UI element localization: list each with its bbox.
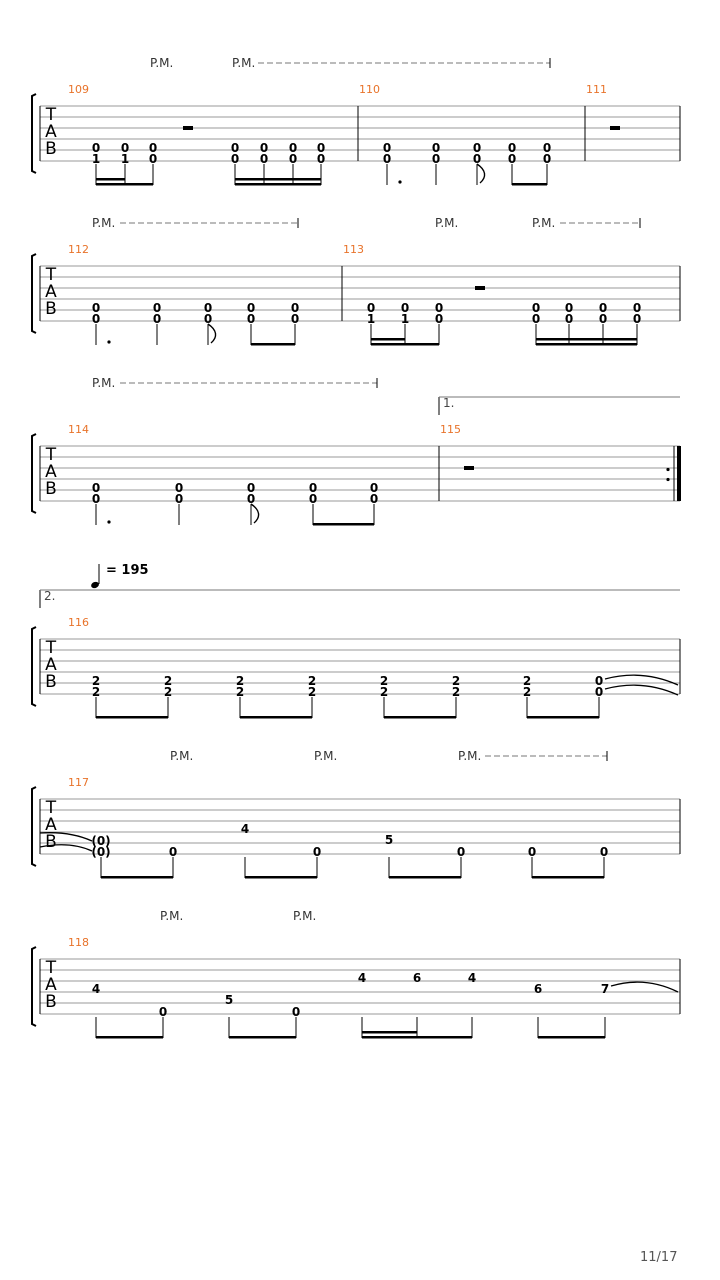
beam [235,183,321,186]
palm-mute-label: P.M. [170,749,194,763]
system-bracket [32,947,36,1026]
fret-number: 0 [369,481,379,495]
measure-number: 115 [440,423,461,436]
fret-number: 0 [152,301,162,315]
fret-number: 2 [91,685,101,699]
beam [362,1036,472,1039]
measure-number: 116 [68,616,89,629]
tab-clef-letter: T [45,105,57,125]
fret-number: 0 [472,152,482,166]
fret-number: 0 [431,141,441,155]
fret-number: 0 [434,312,444,326]
fret-number: 0 [366,301,376,315]
fret-number: 6 [533,982,543,996]
tab-clef-letter: T [45,798,57,818]
beam [96,183,153,186]
fret-number: 2 [379,674,389,688]
final-barline-thick [677,446,681,501]
fret-number: 0 [230,141,240,155]
fret-number: 0 [632,312,642,326]
beam [371,343,439,346]
fret-number: 0 [599,845,609,859]
fret-number: 0 [174,492,184,506]
fret-number: 1 [400,312,410,326]
fret-number: 0 [246,492,256,506]
fret-number: 0 [152,312,162,326]
fret-number: 0 [542,152,552,166]
fret-number: 4 [357,971,367,985]
fret-number: 0 [564,312,574,326]
system-bracket [32,434,36,513]
fret-number: 0 [148,141,158,155]
fret-number: 0 [531,312,541,326]
fret-number: 7 [600,982,610,996]
palm-mute-label: P.M. [458,749,482,763]
tab-clef-letter: A [45,815,57,835]
palm-mute-label: P.M. [92,216,116,230]
tab-clef-letter: B [45,299,57,319]
beam [536,343,637,346]
fret-number: 0 [369,492,379,506]
palm-mute-label: P.M. [92,376,116,390]
rest [464,466,474,470]
fret-number: 2 [91,674,101,688]
fret-number: 0 [288,152,298,166]
fret-number: 0 [259,141,269,155]
fret-number: 0 [246,301,256,315]
tie [611,982,678,992]
fret-number: 2 [451,674,461,688]
fret-number: 2 [522,685,532,699]
fret-number: 1 [91,152,101,166]
fret-number: 0 [382,141,392,155]
fret-number: 2 [307,674,317,688]
beam [384,716,456,719]
beam [538,1036,605,1039]
fret-number: 5 [224,993,234,1007]
fret-number: 4 [91,982,101,996]
measure-number: 114 [68,423,89,436]
fret-number: 2 [379,685,389,699]
tab-clef-letter: B [45,139,57,159]
tab-clef-letter: B [45,479,57,499]
fret-number: 0 [203,301,213,315]
tab-clef-letter: A [45,462,57,482]
fret-number: 1 [120,152,130,166]
tab-clef-letter: T [45,445,57,465]
beam [251,343,295,346]
beam [313,523,374,526]
measure-number: 117 [68,776,89,789]
fret-number: 0 [400,301,410,315]
fret-number: 0 [230,152,240,166]
rest [475,286,485,290]
fret-number: 0 [246,481,256,495]
fret-number: 0 [168,845,178,859]
beam [389,876,461,879]
fret-number: (0) [91,834,111,848]
beam [527,716,599,719]
fret-number: 0 [259,152,269,166]
fret-number: 0 [91,312,101,326]
beam [512,183,547,186]
fret-number: 2 [163,674,173,688]
fret-number: 0 [316,152,326,166]
palm-mute-label: P.M. [150,56,174,70]
fret-number: 0 [291,1005,301,1019]
fret-number: 0 [120,141,130,155]
fret-number: 0 [312,845,322,859]
system-bracket [32,254,36,333]
fret-number: 2 [235,674,245,688]
beam [235,178,321,181]
fret-number: 0 [288,141,298,155]
fret-number: 2 [235,685,245,699]
palm-mute-label: P.M. [160,909,184,923]
tab-clef-letter: B [45,832,57,852]
tab-clef-letter: T [45,958,57,978]
fret-number: 0 [158,1005,168,1019]
system-bracket [32,94,36,173]
fret-number: 0 [203,312,213,326]
palm-mute-label: P.M. [314,749,338,763]
fret-number: 5 [384,833,394,847]
fret-number: 4 [467,971,477,985]
fret-number: 2 [307,685,317,699]
fret-number: 6 [412,971,422,985]
fret-number: 0 [527,845,537,859]
fret-number: 0 [91,141,101,155]
beam [362,1031,417,1034]
tab-clef-letter: A [45,282,57,302]
fret-number: 0 [246,312,256,326]
beam [229,1036,296,1039]
beam [371,338,405,341]
system-bracket [32,787,36,866]
page-number: 11/17 [640,1250,678,1265]
fret-number: 2 [522,674,532,688]
volta-number: 2. [44,589,56,603]
beam [96,1036,163,1039]
fret-number: 0 [507,141,517,155]
note-flag [477,164,485,183]
tab-clef-letter: A [45,122,57,142]
fret-number: 0 [456,845,466,859]
fret-number: 0 [434,301,444,315]
beam [101,876,173,879]
fret-number: 0 [382,152,392,166]
fret-number: 1 [366,312,376,326]
fret-number: 0 [594,685,604,699]
fret-number: (0) [91,845,111,859]
beam [532,876,604,879]
tab-clef-letter: A [45,655,57,675]
dot [107,340,110,343]
fret-number: 0 [148,152,158,166]
fret-number: 0 [542,141,552,155]
note-flag [208,324,216,343]
quarter-note-icon [90,581,100,589]
repeat-dot [666,478,669,481]
fret-number: 0 [290,312,300,326]
fret-number: 0 [564,301,574,315]
fret-number: 0 [598,312,608,326]
tempo-marking: = 195 [106,563,149,578]
beam [245,876,317,879]
fret-number: 0 [290,301,300,315]
dot [398,180,401,183]
tab-clef-letter: A [45,975,57,995]
fret-number: 0 [308,481,318,495]
measure-number: 109 [68,83,89,96]
system-bracket [32,627,36,706]
tab-clef-letter: B [45,672,57,692]
tie [605,675,678,685]
beam [536,338,637,341]
palm-mute-label: P.M. [232,56,256,70]
palm-mute-label: P.M. [293,909,317,923]
tab-clef-letter: T [45,265,57,285]
tab-clef-letter: B [45,992,57,1012]
fret-number: 0 [531,301,541,315]
fret-number: 0 [507,152,517,166]
measure-number: 112 [68,243,89,256]
fret-number: 2 [163,685,173,699]
fret-number: 0 [316,141,326,155]
palm-mute-label: P.M. [532,216,556,230]
beam [96,178,125,181]
fret-number: 0 [91,481,101,495]
fret-number: 0 [431,152,441,166]
repeat-dot [666,468,669,471]
measure-number: 118 [68,936,89,949]
beam [96,716,168,719]
fret-number: 0 [598,301,608,315]
tab-clef-letter: T [45,638,57,658]
rest [183,126,193,130]
fret-number: 0 [308,492,318,506]
fret-number: 2 [451,685,461,699]
measure-number: 113 [343,243,364,256]
fret-number: 0 [632,301,642,315]
fret-number: 0 [174,481,184,495]
note-flag [251,504,259,523]
palm-mute-label: P.M. [435,216,459,230]
fret-number: 0 [91,492,101,506]
beam [240,716,312,719]
dot [107,520,110,523]
measure-number: 111 [586,83,607,96]
measure-number: 110 [359,83,380,96]
fret-number: 0 [594,674,604,688]
volta-number: 1. [443,396,455,410]
fret-number: 0 [91,301,101,315]
fret-number: 0 [472,141,482,155]
rest [610,126,620,130]
fret-number: 4 [240,822,250,836]
